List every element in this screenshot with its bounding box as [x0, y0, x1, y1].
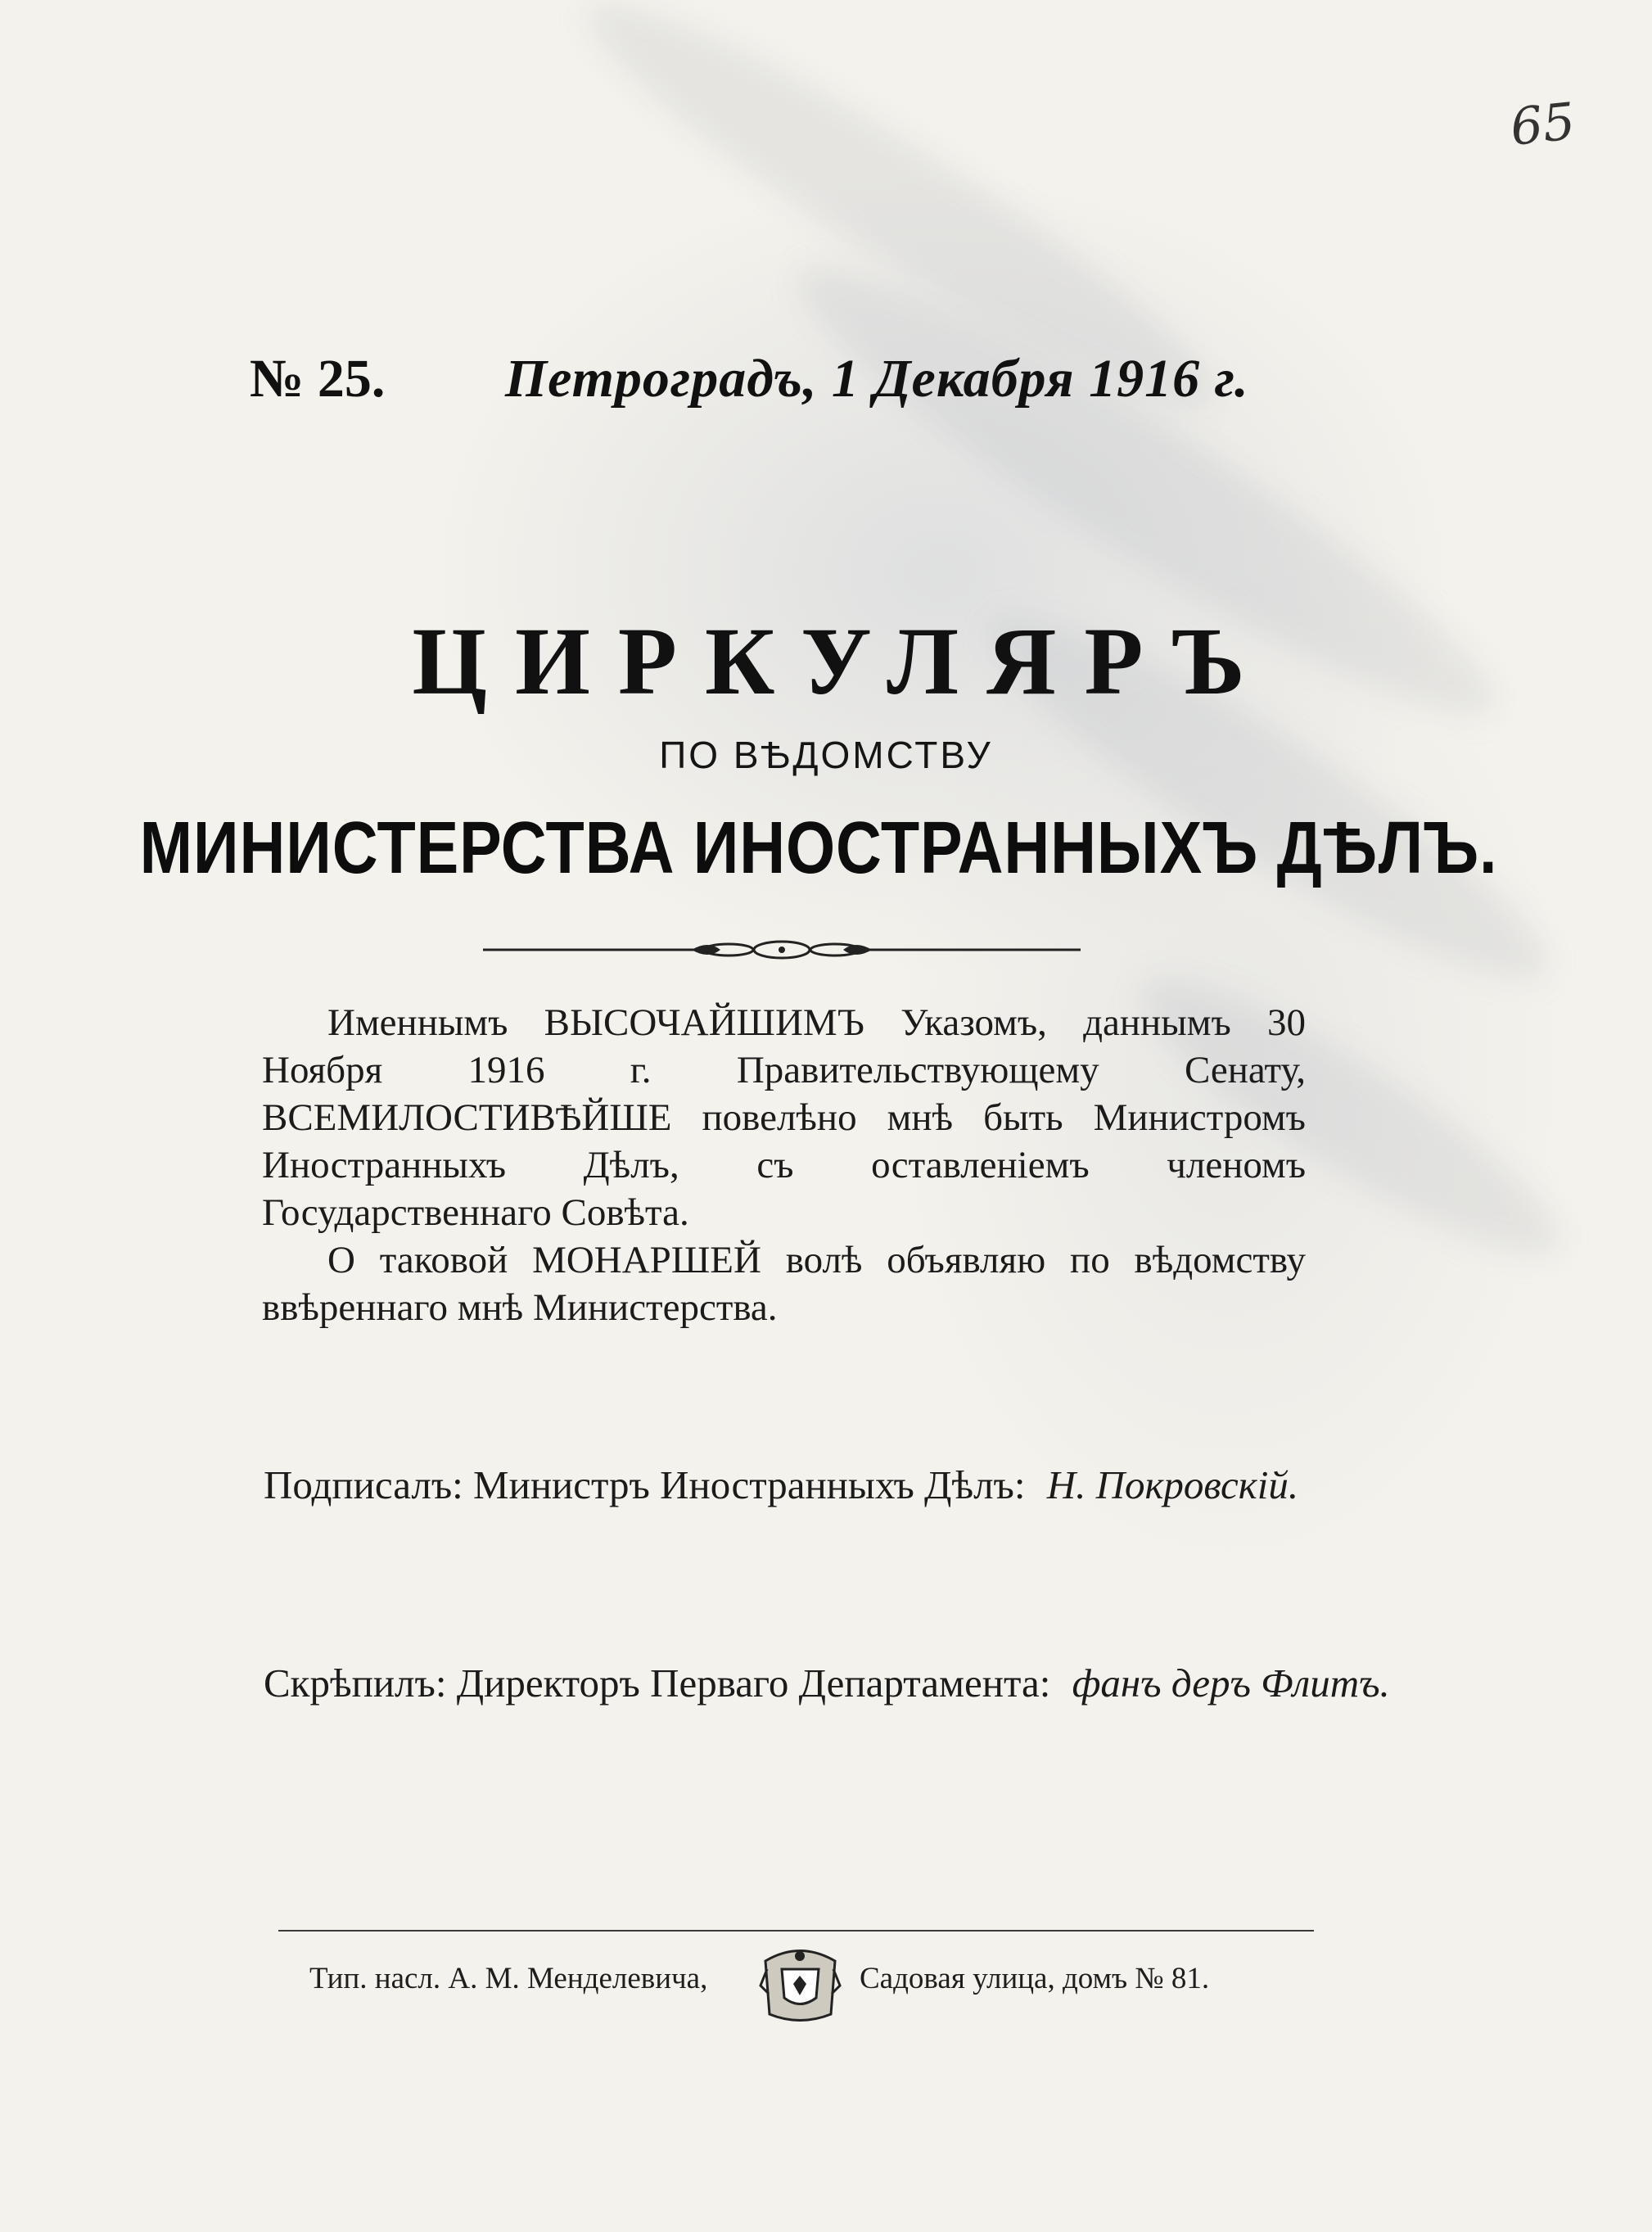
countersignature-label: Скрѣпилъ: Директоръ Перваго Департамента: — [264, 1660, 1051, 1706]
handwritten-page-number: 65 — [1507, 91, 1578, 157]
body-paragraph-1: Именнымъ ВЫСОЧАЙШИМЪ Указомъ, даннымъ 30 Ноября 1916 г. Правительствующему Сенату, ВСЕМИЛОСТИВѢЙШЕ повелѣно мнѣ быть Министромъ Иностранныхъ Дѣлъ, съ оставленіемъ членомъ Государственнаго Совѣта. — [262, 1001, 1306, 1234]
signature-label: Подписалъ: Министръ Иностранныхъ Дѣлъ: — [264, 1462, 1026, 1507]
coat-of-arms-icon — [757, 1945, 843, 2026]
ministry-heading: МИНИСТЕРСТВА ИНОСТРАННЫХЪ ДѢЛЪ. — [139, 807, 1498, 889]
countersignature-line — [264, 1660, 1390, 1706]
body-paragraph-2: О таковой МОНАРШЕЙ волѣ объявляю по вѣдомству ввѣреннаго мнѣ Министерства. — [262, 1239, 1306, 1329]
signature-name: Н. Покровскій. — [1046, 1462, 1299, 1507]
place-and-date: Петроградъ, 1 Декабря 1916 г. — [504, 349, 1249, 409]
circular-body — [262, 999, 1306, 1331]
printer-address: Садовая улица, домъ № 81. — [860, 1962, 1210, 1995]
dateline — [250, 348, 1314, 410]
signature-line — [264, 1462, 1298, 1508]
printer-credit: Тип. насл. А. М. Менделевича, — [309, 1962, 708, 1995]
countersignature-name: фанъ деръ Флитъ. — [1072, 1660, 1390, 1706]
footer-rule — [278, 1930, 1314, 1932]
ornamental-divider — [483, 933, 1081, 966]
document-title: ЦИРКУЛЯРЪ — [412, 608, 1273, 715]
document-subtitle: ПО ВѢДОМСТВУ — [659, 734, 993, 776]
circular-number: № 25. — [250, 349, 386, 409]
